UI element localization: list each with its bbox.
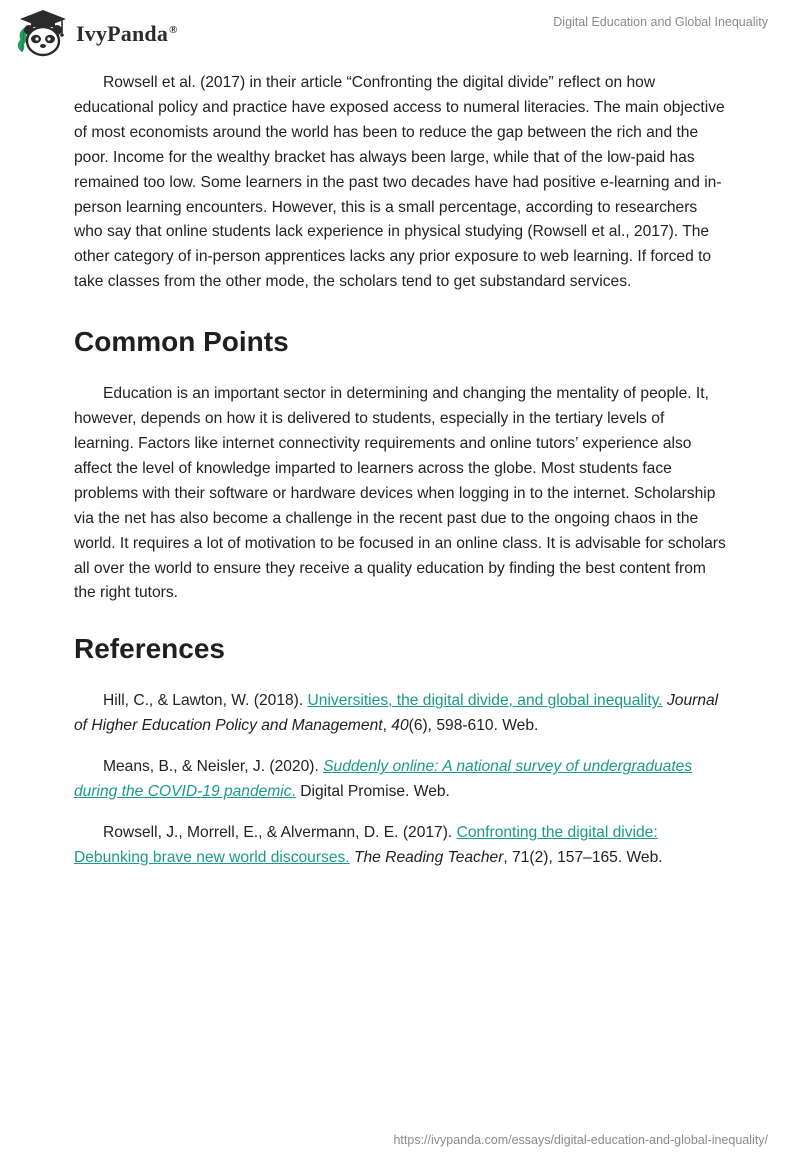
reference-journal: Journal of Higher Education Policy and Management bbox=[74, 692, 719, 735]
document-title: Digital Education and Global Inequality bbox=[553, 15, 768, 29]
panda-logo-icon bbox=[16, 8, 70, 58]
common-points-paragraph: Education is an important sector in determining and changing the mentality of people. It, however, depends on how it is delivered to students, especially in the tertiary levels of learning. Factors like internet connectivity requirements and online tutors’ experience also affect the level of knowledge imparted to learners across the globe. Most students face problems with their software or hardware devices when logging in to the internet. Scholarship via the net has also become a challenge in the recent past due to the ongoing chaos in the world. It requires a lot of motivation to be focused in an online class. It is advisable for scholars all over the world to ensure they receive a quality education by finding the best content from the right tutors. bbox=[74, 385, 726, 602]
reference-details: , 71(2), 157–165. Web. bbox=[503, 848, 663, 866]
ivypanda-logo[interactable] bbox=[16, 8, 178, 58]
footer-url: https://ivypanda.com/essays/digital-education-and-global-inequality/ bbox=[393, 1133, 768, 1147]
page-header bbox=[0, 0, 800, 62]
reference-item bbox=[74, 689, 726, 739]
brand-name: IvyPanda® bbox=[76, 21, 178, 46]
references-heading: References bbox=[74, 633, 225, 665]
reference-list bbox=[74, 689, 726, 870]
intro-paragraph: Rowsell et al. (2017) in their article “Confronting the digital divide” reflect on how educational policy and practice have exposed access to numeral literacies. The main objective of most economists around the world has been to reduce the gap between the rich and the poor. Income for the wealthy bracket has always been large, while that of the low-paid has remained too low. Some learners in the past two decades have had positive e-learning and in-person learning encounters. However, this is a small percentage, according to researchers who say that online students lack experience in physical studying (Rowsell et al., 2017). The other category of in-person apprentices lacks any prior exposure to web learning. If forced to take classes from the other mode, the scholars tend to get substandard services. bbox=[74, 74, 725, 291]
reference-volume: 40 bbox=[391, 717, 409, 735]
reference-authors: Rowsell, J., Morrell, E., & Alvermann, D. E. (2017). bbox=[103, 823, 457, 841]
reference-link[interactable]: Confronting the digital divide: Debunking brave new world discourses. bbox=[74, 823, 658, 866]
reference-link-title: Suddenly online: A national survey of undergraduates during the COVID-19 pandemic bbox=[74, 758, 693, 801]
essay-content bbox=[74, 71, 726, 887]
reference-item bbox=[74, 755, 726, 805]
common-points-heading: Common Points bbox=[74, 326, 289, 358]
reference-link-period: . bbox=[291, 783, 296, 801]
reference-item bbox=[74, 821, 726, 871]
reference-details: (6), 598-610. Web. bbox=[408, 717, 539, 735]
reference-details: Digital Promise. Web. bbox=[295, 783, 450, 801]
reference-authors: Means, B., & Neisler, J. (2020). bbox=[103, 758, 324, 776]
reference-authors: Hill, C., & Lawton, W. (2018). bbox=[103, 692, 308, 710]
reference-separator: , bbox=[382, 717, 392, 735]
reference-journal: The Reading Teacher bbox=[353, 848, 504, 866]
reference-link[interactable]: Universities, the digital divide, and global inequality. bbox=[307, 692, 663, 710]
